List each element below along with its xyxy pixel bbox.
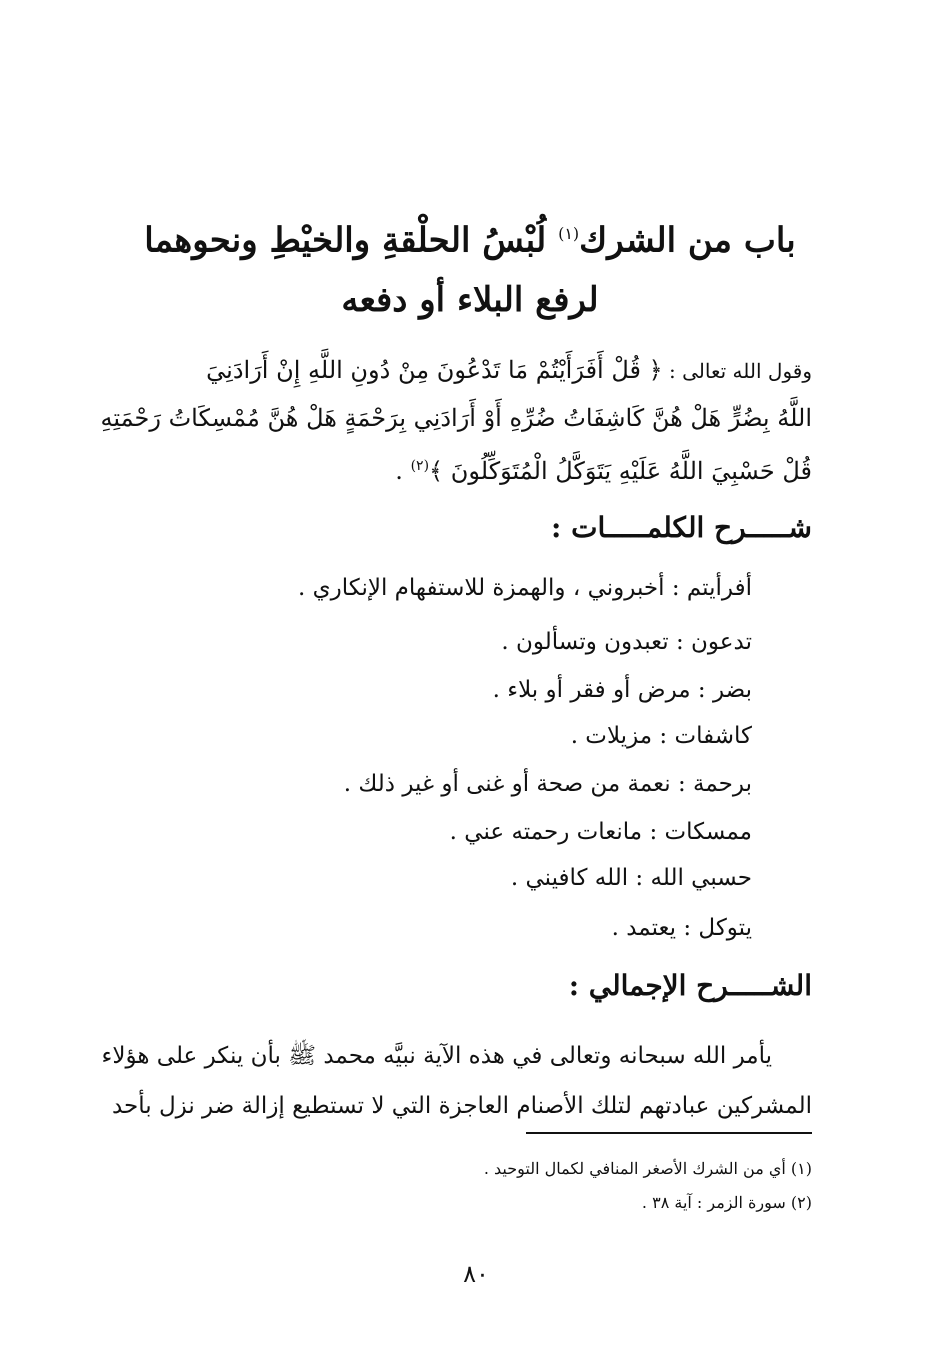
footnote-ref-2[interactable]: (٢) <box>410 458 430 474</box>
definition-item: حسبي الله : الله كافيني . <box>510 865 752 891</box>
definition-item: بضر : مرض أو فقر أو بلاء . <box>492 677 752 703</box>
heading-overall-explanation: الشـــــرح الإجمالي : <box>568 969 812 1002</box>
verse-text-3: قُلْ حَسْبِيَ اللَّهُ عَلَيْهِ يَتَوَكَّلُ الْمُتَوَكِّلُونَ ﴾ <box>429 457 812 485</box>
definition-item: برحمة : نعمة من صحة أو غنى أو غير ذلك . <box>343 771 752 797</box>
title-part-b: لُبْسُ الحلْقةِ والخيْطِ ونحوهما <box>144 220 559 261</box>
title-part-a: باب من الشرك <box>579 220 796 261</box>
paragraph-line-1: يأمر الله سبحانه وتعالى في هذه الآية نبيَّه محمد ﷺ بأن ينكر على هؤلاء <box>101 1043 772 1069</box>
paragraph-line-2: المشركين عبادتهم لتلك الأصنام العاجزة التي لا تستطيع إزالة ضر نزل بأحد <box>111 1093 812 1119</box>
footnote-divider <box>526 1132 812 1134</box>
chapter-title-line-1 <box>120 212 820 262</box>
verse-text-1: ﴿ قُلْ أَفَرَأَيْتُمْ مَا تَدْعُونَ مِنْ دُونِ اللَّهِ إِنْ أَرَادَنِيَ <box>206 356 663 384</box>
definition-item: ممسكات : مانعات رحمته عني . <box>449 819 752 845</box>
definition-item: يتوكل : يعتمد . <box>611 915 752 941</box>
definition-item: تدعون : تعبدون وتسألون . <box>501 629 752 655</box>
footnote-1: (١) أي من الشرك الأصغر المنافي لكمال التوحيد . <box>483 1159 812 1178</box>
page-number: ٨٠ <box>463 1260 489 1288</box>
definition-item: كاشفات : مزيلات . <box>570 723 752 749</box>
chapter-title-line-2: لرفع البلاء أو دفعه <box>341 280 599 320</box>
footnote-ref-1[interactable]: (١) <box>558 224 580 243</box>
verse-intro: وقول الله تعالى : <box>662 359 812 383</box>
verse-line-2: اللَّهُ بِضُرٍّ هَلْ هُنَّ كَاشِفَاتُ ضُرِّهِ أَوْ أَرَادَنِي بِرَحْمَةٍ هَلْ هُنَّ مُمْسِكَاتُ رَحْمَتِهِ <box>100 404 812 432</box>
heading-word-explanation: شـــــرح الكلمـــــات : <box>551 511 812 544</box>
footnote-2: (٢) سورة الزمر : آية ٣٨ . <box>641 1193 812 1212</box>
verse-end: . <box>395 457 411 485</box>
verse-line-1 <box>112 350 812 391</box>
verse-line-3 <box>112 446 812 491</box>
definition-item: أفرأيتم : أخبروني ، والهمزة للاستفهام الإنكاري . <box>298 575 752 601</box>
